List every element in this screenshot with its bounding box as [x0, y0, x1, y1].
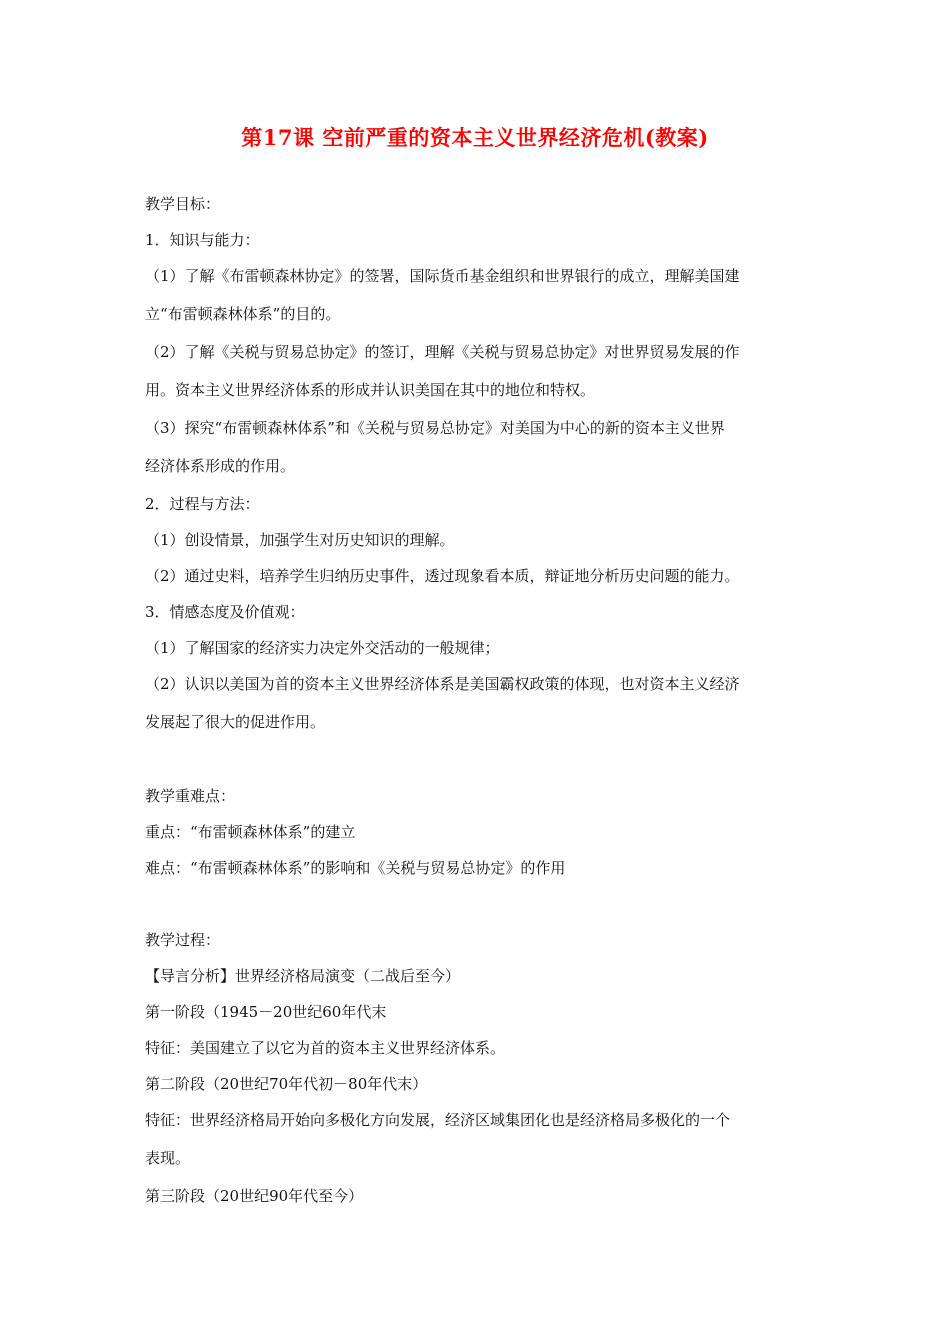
stage-2-feature-line-2: 表现。: [145, 1149, 191, 1167]
process-method-item-1: （1）创设情景，加强学生对历史知识的理解。: [145, 531, 455, 549]
key-point-difficulty: 难点：“布雷顿森林体系”的影响和《关税与贸易总协定》的作用: [145, 859, 566, 877]
document-body: [145, 186, 810, 1214]
section-spacer: [145, 742, 810, 778]
knowledge-item-2-line-1: （2）了解《关税与贸易总协定》的签订，理解《关税与贸易总协定》对世界贸易发展的作: [145, 343, 740, 361]
stage-2-feature-line-1: 特征：世界经济格局开始向多极化方向发展，经济区域集团化也是经济格局多极化的一个: [145, 1111, 731, 1129]
section-spacer: [145, 886, 810, 922]
values-heading: 3．情感态度及价值观：: [145, 603, 305, 621]
stage-2: 第二阶段（20世纪70年代初－80年代末）: [145, 1075, 428, 1093]
stage-1: 第一阶段（1945－20世纪60年代末: [145, 1003, 387, 1021]
process-method-heading: 2．过程与方法：: [145, 495, 260, 513]
knowledge-item-2-line-2: 用。资本主义世界经济体系的形成并认识美国在其中的地位和特权。: [145, 381, 596, 399]
knowledge-item-1-line-2: 立“布雷顿森林体系”的目的。: [145, 305, 341, 323]
objectives-heading: 教学目标：: [145, 195, 221, 213]
knowledge-item-1-line-1: （1）了解《布雷顿森林协定》的签署，国际货币基金组织和世界银行的成立，理解美国建: [145, 267, 740, 285]
stage-1-feature: 特征：美国建立了以它为首的资本主义世界经济体系。: [145, 1039, 506, 1057]
knowledge-ability-heading: 1．知识与能力：: [145, 231, 260, 249]
intro-analysis: 【导言分析】世界经济格局演变（二战后至今）: [145, 967, 461, 985]
values-item-2-line-1: （2）认识以美国为首的资本主义世界经济体系是美国霸权政策的体现，也对资本主义经济: [145, 675, 740, 693]
key-points-heading: 教学重难点：: [145, 787, 236, 805]
knowledge-item-3-line-2: 经济体系形成的作用。: [145, 457, 296, 475]
process-method-item-2: （2）通过史料，培养学生归纳历史事件，透过现象看本质，辩证地分析历史问题的能力。: [145, 567, 740, 585]
document-title: 第17课 空前严重的资本主义世界经济危机(教案): [241, 125, 709, 150]
values-item-2-line-2: 发展起了很大的促进作用。: [145, 713, 326, 731]
key-point-focus: 重点：“布雷顿森林体系”的建立: [145, 823, 356, 841]
values-item-1: （1）了解国家的经济实力决定外交活动的一般规律；: [145, 639, 500, 657]
process-heading: 教学过程：: [145, 931, 221, 949]
stage-3: 第三阶段（20世纪90年代至今）: [145, 1187, 364, 1205]
knowledge-item-3-line-1: （3）探究“布雷顿森林体系”和《关税与贸易总协定》对美国为中心的新的资本主义世界: [145, 419, 725, 437]
